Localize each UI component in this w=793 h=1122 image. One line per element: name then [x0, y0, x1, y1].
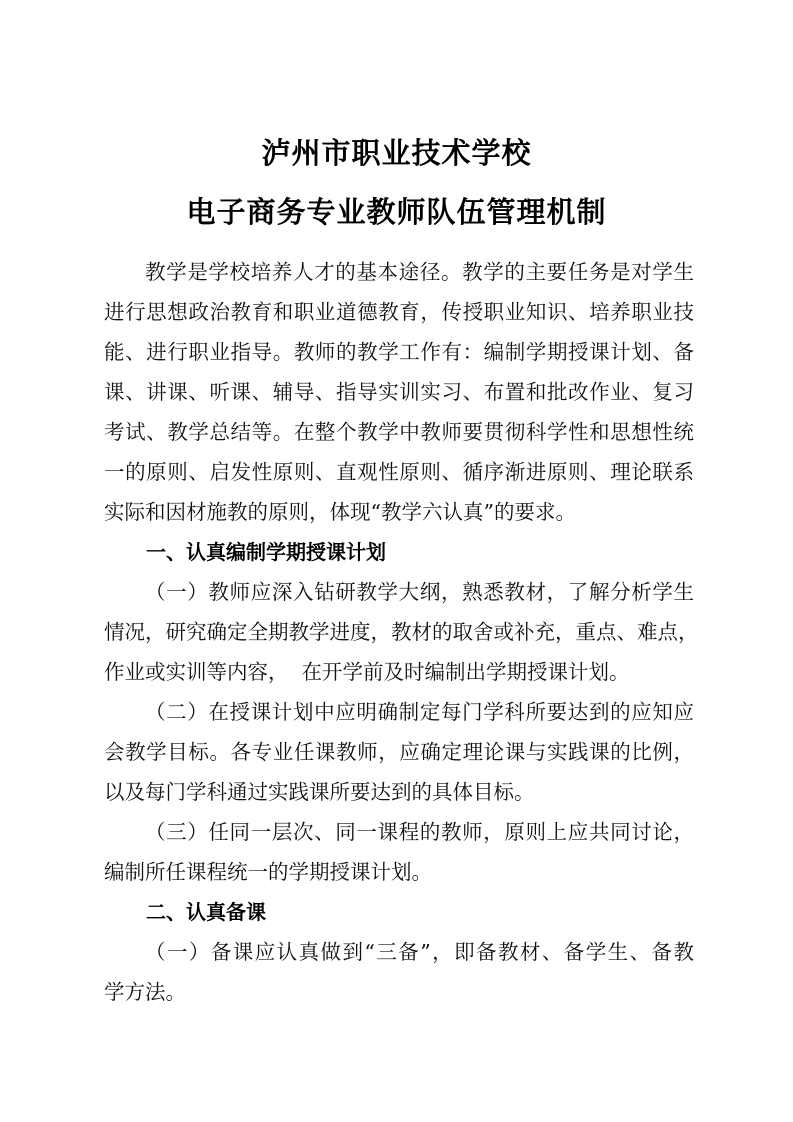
text-line: 以及每门学科通过实践课所要达到的具体目标。: [104, 780, 535, 804]
text-line: 会教学目标。各专业任课教师，应确定理论课与实践课的比例，: [104, 740, 694, 764]
document-title-school: 泸州市职业技术学校: [261, 136, 532, 170]
text-line: 实际和因材施教的原则，体现“教学六认真”的要求。: [104, 500, 576, 524]
text-line: （一）教师应深入钻研教学大纲，熟悉教材，了解分析学生: [145, 580, 694, 604]
text-line: 考试、教学总结等。在整个教学中教师要贯彻科学性和思想性统: [104, 420, 694, 444]
text-line: 进行思想政治教育和职业道德教育，传授职业知识、培养职业技: [104, 300, 694, 324]
document-title-subject: 电子商务专业教师队伍管理机制: [186, 195, 607, 229]
section-heading-2: 二、认真备课: [146, 900, 266, 924]
text-line: 一的原则、启发性原则、直观性原则、循序渐进原则、理论联系: [104, 460, 694, 484]
text-line: （二）在授课计划中应明确制定每门学科所要达到的应知应: [145, 700, 694, 724]
text-line: （三）任同一层次、同一课程的教师，原则上应共同讨论，: [145, 820, 694, 844]
text-line: （一）备课应认真做到“三备”，即备教材、备学生、备教: [145, 940, 694, 964]
text-line: 作业或实训等内容， 在开学前及时编制出学期授课计划。: [104, 660, 630, 684]
text-line: 课、讲课、听课、辅导、指导实训实习、布置和批改作业、复习: [104, 380, 694, 404]
text-line: 教学是学校培养人才的基本途径。教学的主要任务是对学生: [145, 260, 694, 284]
text-line: 编制所任课程统一的学期授课计划。: [104, 860, 432, 884]
section-heading-1: 一、认真编制学期授课计划: [146, 540, 386, 564]
text-line: 学方法。: [104, 980, 186, 1004]
text-line: 能、进行职业指导。教师的教学工作有：编制学期授课计划、备: [104, 340, 694, 364]
text-line: 情况，研究确定全期教学进度，教材的取舍或补充，重点、难点，: [104, 620, 699, 644]
